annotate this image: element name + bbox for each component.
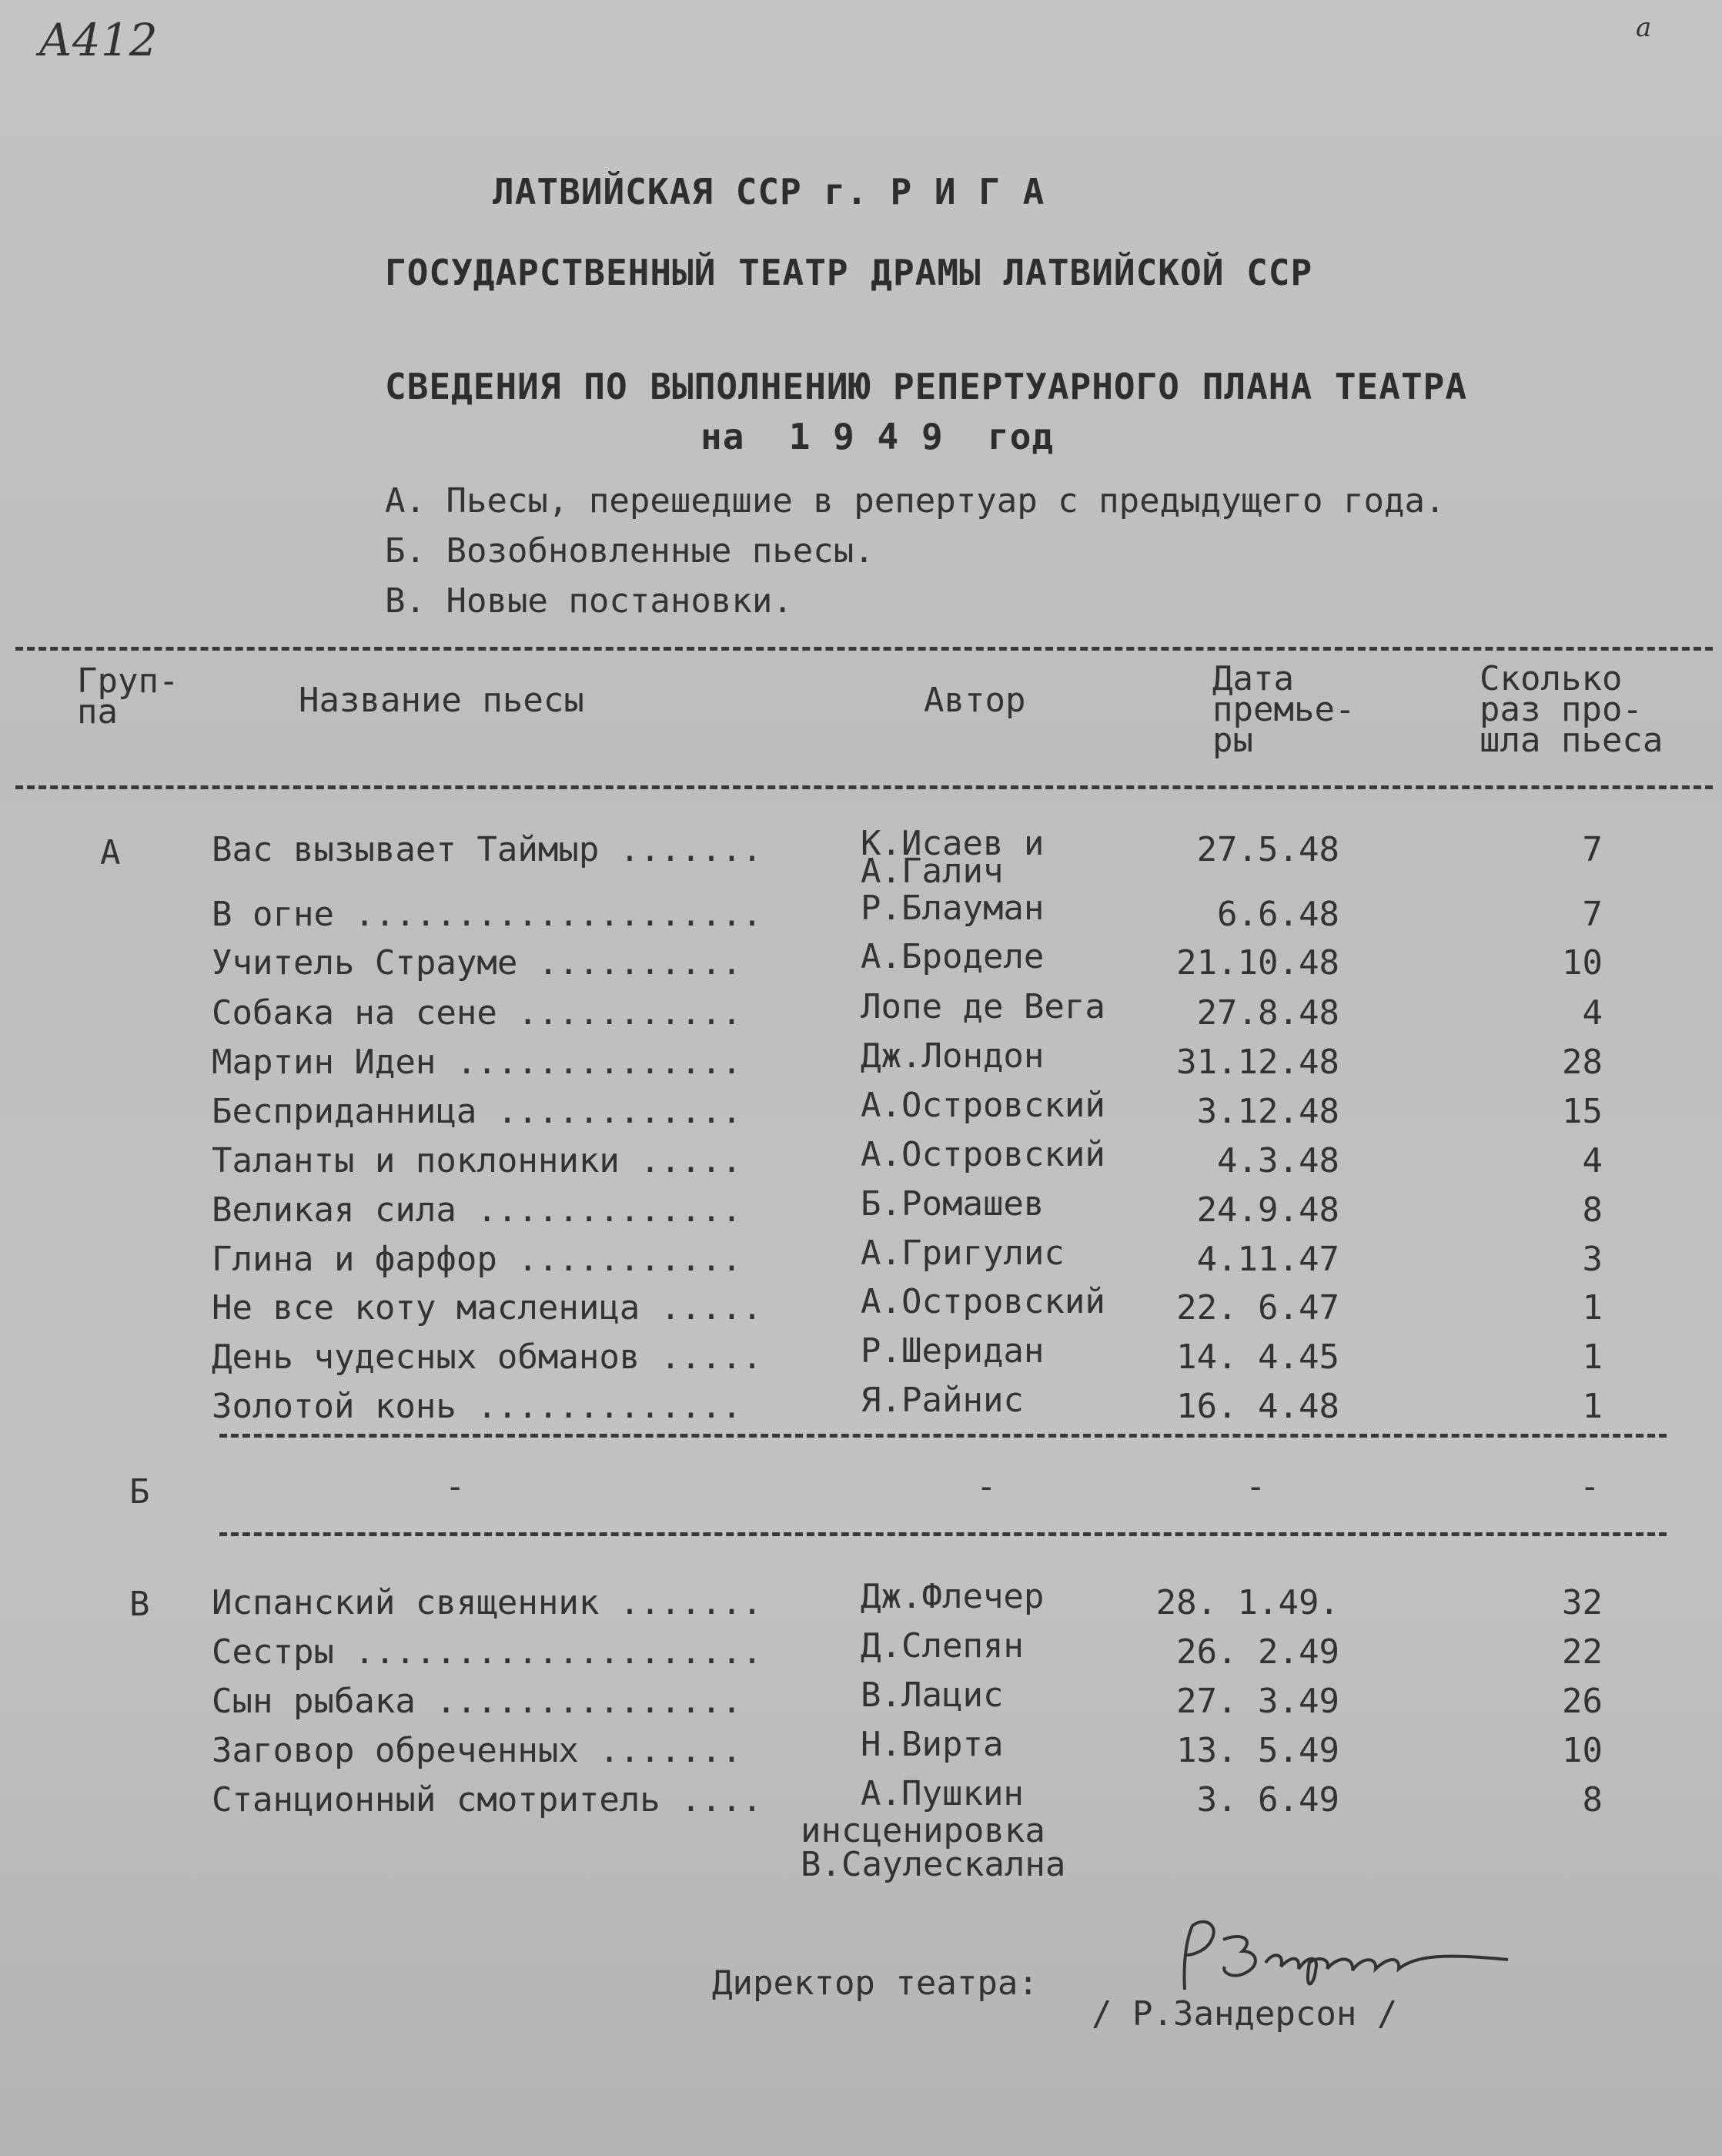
group-b-date: -: [1246, 1467, 1266, 1506]
play-title: Мартин Иден ..............: [212, 1043, 742, 1082]
premiere-date: 14. 4.45: [1176, 1337, 1339, 1377]
play-title: Заговор обреченных .......: [212, 1731, 742, 1770]
corner-mark: a: [1636, 12, 1652, 43]
header-line-2: ГОСУДАРСТВЕННЫЙ ТЕАТР ДРАМЫ ЛАТВИЙСКОЙ ССР: [385, 252, 1313, 293]
premiere-date: 26. 2.49: [1176, 1632, 1339, 1672]
play-author: А.Островский: [861, 1086, 1105, 1125]
director-label: Директор театра:: [712, 1964, 1038, 2003]
signature-drawing: [1169, 1909, 1523, 2001]
play-author: В.Лацис: [861, 1676, 1004, 1715]
group-a-rule: [219, 1434, 1667, 1438]
premiere-date: 31.12.48: [1176, 1043, 1339, 1082]
group-b-rule: [219, 1532, 1667, 1536]
header-line-1: ЛАТВИЙСКАЯ ССР г. Р И Г А: [493, 171, 1045, 213]
staging-note: инсценировка В.Саулескална: [801, 1811, 1066, 1884]
premiere-date: 3. 6.49: [1196, 1780, 1339, 1820]
legend-item-a: А. Пьесы, перешедшие в репертуар с предыдущего года.: [385, 481, 1446, 521]
performance-count: 26: [1562, 1682, 1603, 1721]
play-title: Собака на сене ...........: [212, 993, 742, 1033]
play-title: Бесприданница ............: [212, 1092, 742, 1131]
group-b-count: -: [1580, 1467, 1600, 1506]
performance-count: 10: [1562, 943, 1603, 983]
col-header-count: Сколько раз про- шла пьеса: [1480, 659, 1663, 760]
performance-count: 32: [1562, 1583, 1603, 1622]
premiere-date: 13. 5.49: [1176, 1731, 1339, 1770]
premiere-date: 22. 6.47: [1176, 1288, 1339, 1327]
play-title: Не все коту масленица .....: [212, 1288, 763, 1327]
play-author: Р.Шеридан: [861, 1331, 1045, 1371]
premiere-date: 27. 3.49: [1176, 1682, 1339, 1721]
group-b-title: -: [445, 1467, 466, 1506]
group-label-a: А: [100, 833, 121, 872]
legend-item-v: В. Новые постановки.: [385, 581, 793, 621]
col-header-group: Груп- па: [77, 661, 179, 732]
play-author: А.Пушкин: [861, 1774, 1024, 1813]
play-author: Дж.Лондон: [861, 1036, 1045, 1076]
performance-count: 7: [1582, 895, 1603, 934]
group-b-author: -: [976, 1467, 997, 1506]
performance-count: 4: [1582, 993, 1603, 1033]
legend-item-b: Б. Возобновленные пьесы.: [385, 531, 874, 571]
play-title: Великая сила .............: [212, 1190, 742, 1230]
performance-count: 8: [1582, 1780, 1603, 1820]
play-author: Н.Вирта: [861, 1725, 1004, 1764]
play-author: Р.Блауман: [861, 889, 1045, 928]
play-title: Сестры ....................: [212, 1632, 763, 1672]
play-title: Глина и фарфор ...........: [212, 1240, 742, 1279]
premiere-date: 24.9.48: [1196, 1190, 1339, 1230]
play-author: Лопе де Вега: [861, 987, 1105, 1026]
performance-count: 10: [1562, 1731, 1603, 1770]
performance-count: 4: [1582, 1141, 1603, 1180]
performance-count: 8: [1582, 1190, 1603, 1230]
performance-count: 1: [1582, 1337, 1603, 1377]
report-title: СВЕДЕНИЯ ПО ВЫПОЛНЕНИЮ РЕПЕРТУАРНОГО ПЛАНА ТЕАТРА: [385, 366, 1468, 407]
play-title: День чудесных обманов .....: [212, 1337, 763, 1377]
col-header-author: Автор: [924, 681, 1026, 720]
play-title: Золотой конь .............: [212, 1387, 742, 1426]
play-author: Дж.Флечер: [861, 1577, 1045, 1616]
premiere-date: 4.3.48: [1217, 1141, 1339, 1180]
play-title: Учитель Страуме ..........: [212, 943, 742, 983]
play-title: В огне ....................: [212, 895, 763, 934]
performance-count: 1: [1582, 1288, 1603, 1327]
premiere-date: 28. 1.49.: [1155, 1583, 1339, 1622]
play-author: А.Островский: [861, 1282, 1105, 1321]
group-label-b: Б: [129, 1472, 150, 1512]
play-title: Вас вызывает Таймыр .......: [212, 830, 763, 869]
play-author: А.Броделе: [861, 937, 1045, 976]
premiere-date: 3.12.48: [1196, 1092, 1339, 1131]
performance-count: 7: [1582, 830, 1603, 869]
play-author: Б.Ромашев: [861, 1184, 1045, 1224]
play-title: Сын рыбака ...............: [212, 1682, 742, 1721]
performance-count: 3: [1582, 1240, 1603, 1279]
col-header-title: Название пьесы: [299, 681, 584, 720]
premiere-date: 27.5.48: [1196, 830, 1339, 869]
performance-count: 22: [1562, 1632, 1603, 1672]
director-name: / Р.Зандерсон /: [1092, 1994, 1398, 2034]
performance-count: 1: [1582, 1387, 1603, 1426]
play-title: Станционный смотритель ....: [212, 1780, 763, 1820]
archive-number: А412: [38, 14, 158, 66]
premiere-date: 21.10.48: [1176, 943, 1339, 983]
premiere-date: 4.11.47: [1196, 1240, 1339, 1279]
play-title: Таланты и поклонники .....: [212, 1141, 742, 1180]
col-header-date: Дата премье- ры: [1212, 659, 1356, 760]
play-author: Я.Райнис: [861, 1381, 1024, 1420]
performance-count: 28: [1562, 1043, 1603, 1082]
report-year: на 1 9 4 9 год: [701, 416, 1055, 457]
table-top-rule: [15, 647, 1713, 651]
play-title: Испанский священник .......: [212, 1583, 763, 1622]
performance-count: 15: [1562, 1092, 1603, 1131]
premiere-date: 27.8.48: [1196, 993, 1339, 1033]
group-label-v: В: [129, 1585, 150, 1624]
table-header-rule: [15, 785, 1713, 789]
play-author: А.Григулис: [861, 1234, 1065, 1273]
play-author: К.Исаев и А.Галич: [861, 824, 1045, 891]
play-author: А.Островский: [861, 1135, 1105, 1174]
play-author: Д.Слепян: [861, 1626, 1024, 1666]
premiere-date: 6.6.48: [1217, 895, 1339, 934]
premiere-date: 16. 4.48: [1176, 1387, 1339, 1426]
